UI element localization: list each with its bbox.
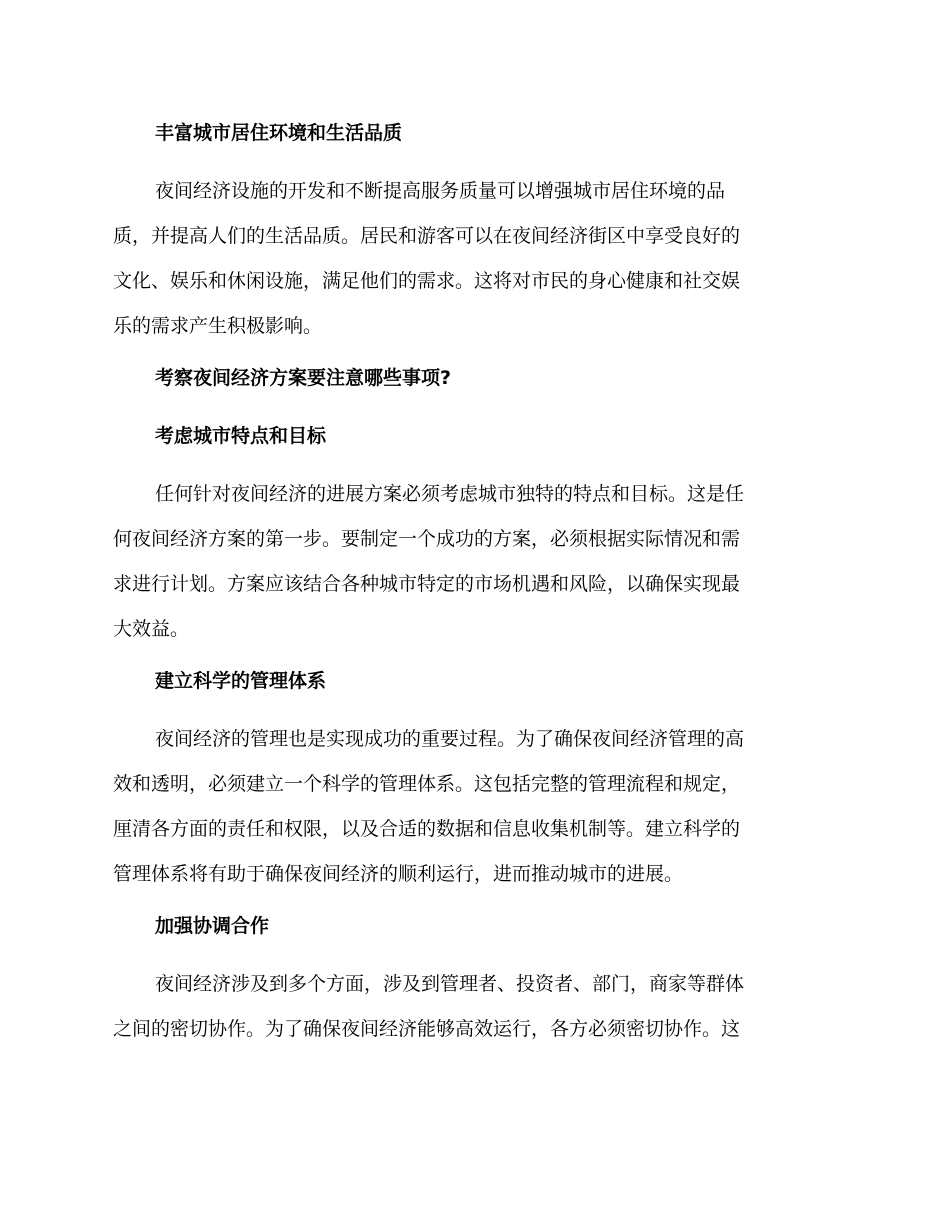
paragraph-line: 夜间经济设施的开发和不断提高服务质量可以增强城市居住环境的品	[155, 180, 726, 202]
paragraph-line: 求进行计划。方案应该结合各种城市特定的市场机遇和风险，以确保实现最	[113, 573, 741, 595]
paragraph-line: 夜间经济涉及到多个方面，涉及到管理者、投资者、部门，商家等群体	[155, 973, 745, 995]
paragraph-line: 厘清各方面的责任和权限，以及合适的数据和信息收集机制等。建立科学的	[113, 818, 741, 840]
section-heading: 丰富城市居住环境和生活品质	[155, 122, 403, 144]
section-heading: 考察夜间经济方案要注意哪些事项?	[155, 367, 452, 389]
paragraph-line: 何夜间经济方案的第一步。要制定一个成功的方案，必须根据实际情况和需	[113, 528, 741, 550]
paragraph-line: 乐的需求产生积极影响。	[113, 315, 323, 337]
document-page	[113, 111, 833, 1059]
section-paragraph	[113, 472, 833, 652]
paragraph-line: 大效益。	[113, 618, 190, 640]
section-heading: 考虑城市特点和目标	[155, 425, 327, 447]
section-heading: 建立科学的管理体系	[155, 670, 327, 692]
paragraph-line: 任何针对夜间经济的进展方案必须考虑城市独特的特点和目标。这是任	[155, 483, 745, 505]
section-paragraph	[113, 962, 833, 1052]
section-paragraph	[113, 169, 833, 349]
paragraph-line: 之间的密切协作。为了确保夜间经济能够高效运行，各方必须密切协作。这	[113, 1018, 741, 1040]
paragraph-line: 文化、娱乐和休闲设施，满足他们的需求。这将对市民的身心健康和社交娱	[113, 270, 741, 292]
paragraph-line: 管理体系将有助于确保夜间经济的顺利运行，进而推动城市的进展。	[113, 863, 684, 885]
paragraph-line: 效和透明，必须建立一个科学的管理体系。这包括完整的管理流程和规定，	[113, 773, 741, 795]
paragraph-line: 质，并提高人们的生活品质。居民和游客可以在夜间经济街区中享受良好的	[113, 225, 741, 247]
paragraph-line: 夜间经济的管理也是实现成功的重要过程。为了确保夜间经济管理的高	[155, 728, 745, 750]
section-paragraph	[113, 717, 833, 897]
section-heading: 加强协调合作	[155, 915, 270, 937]
